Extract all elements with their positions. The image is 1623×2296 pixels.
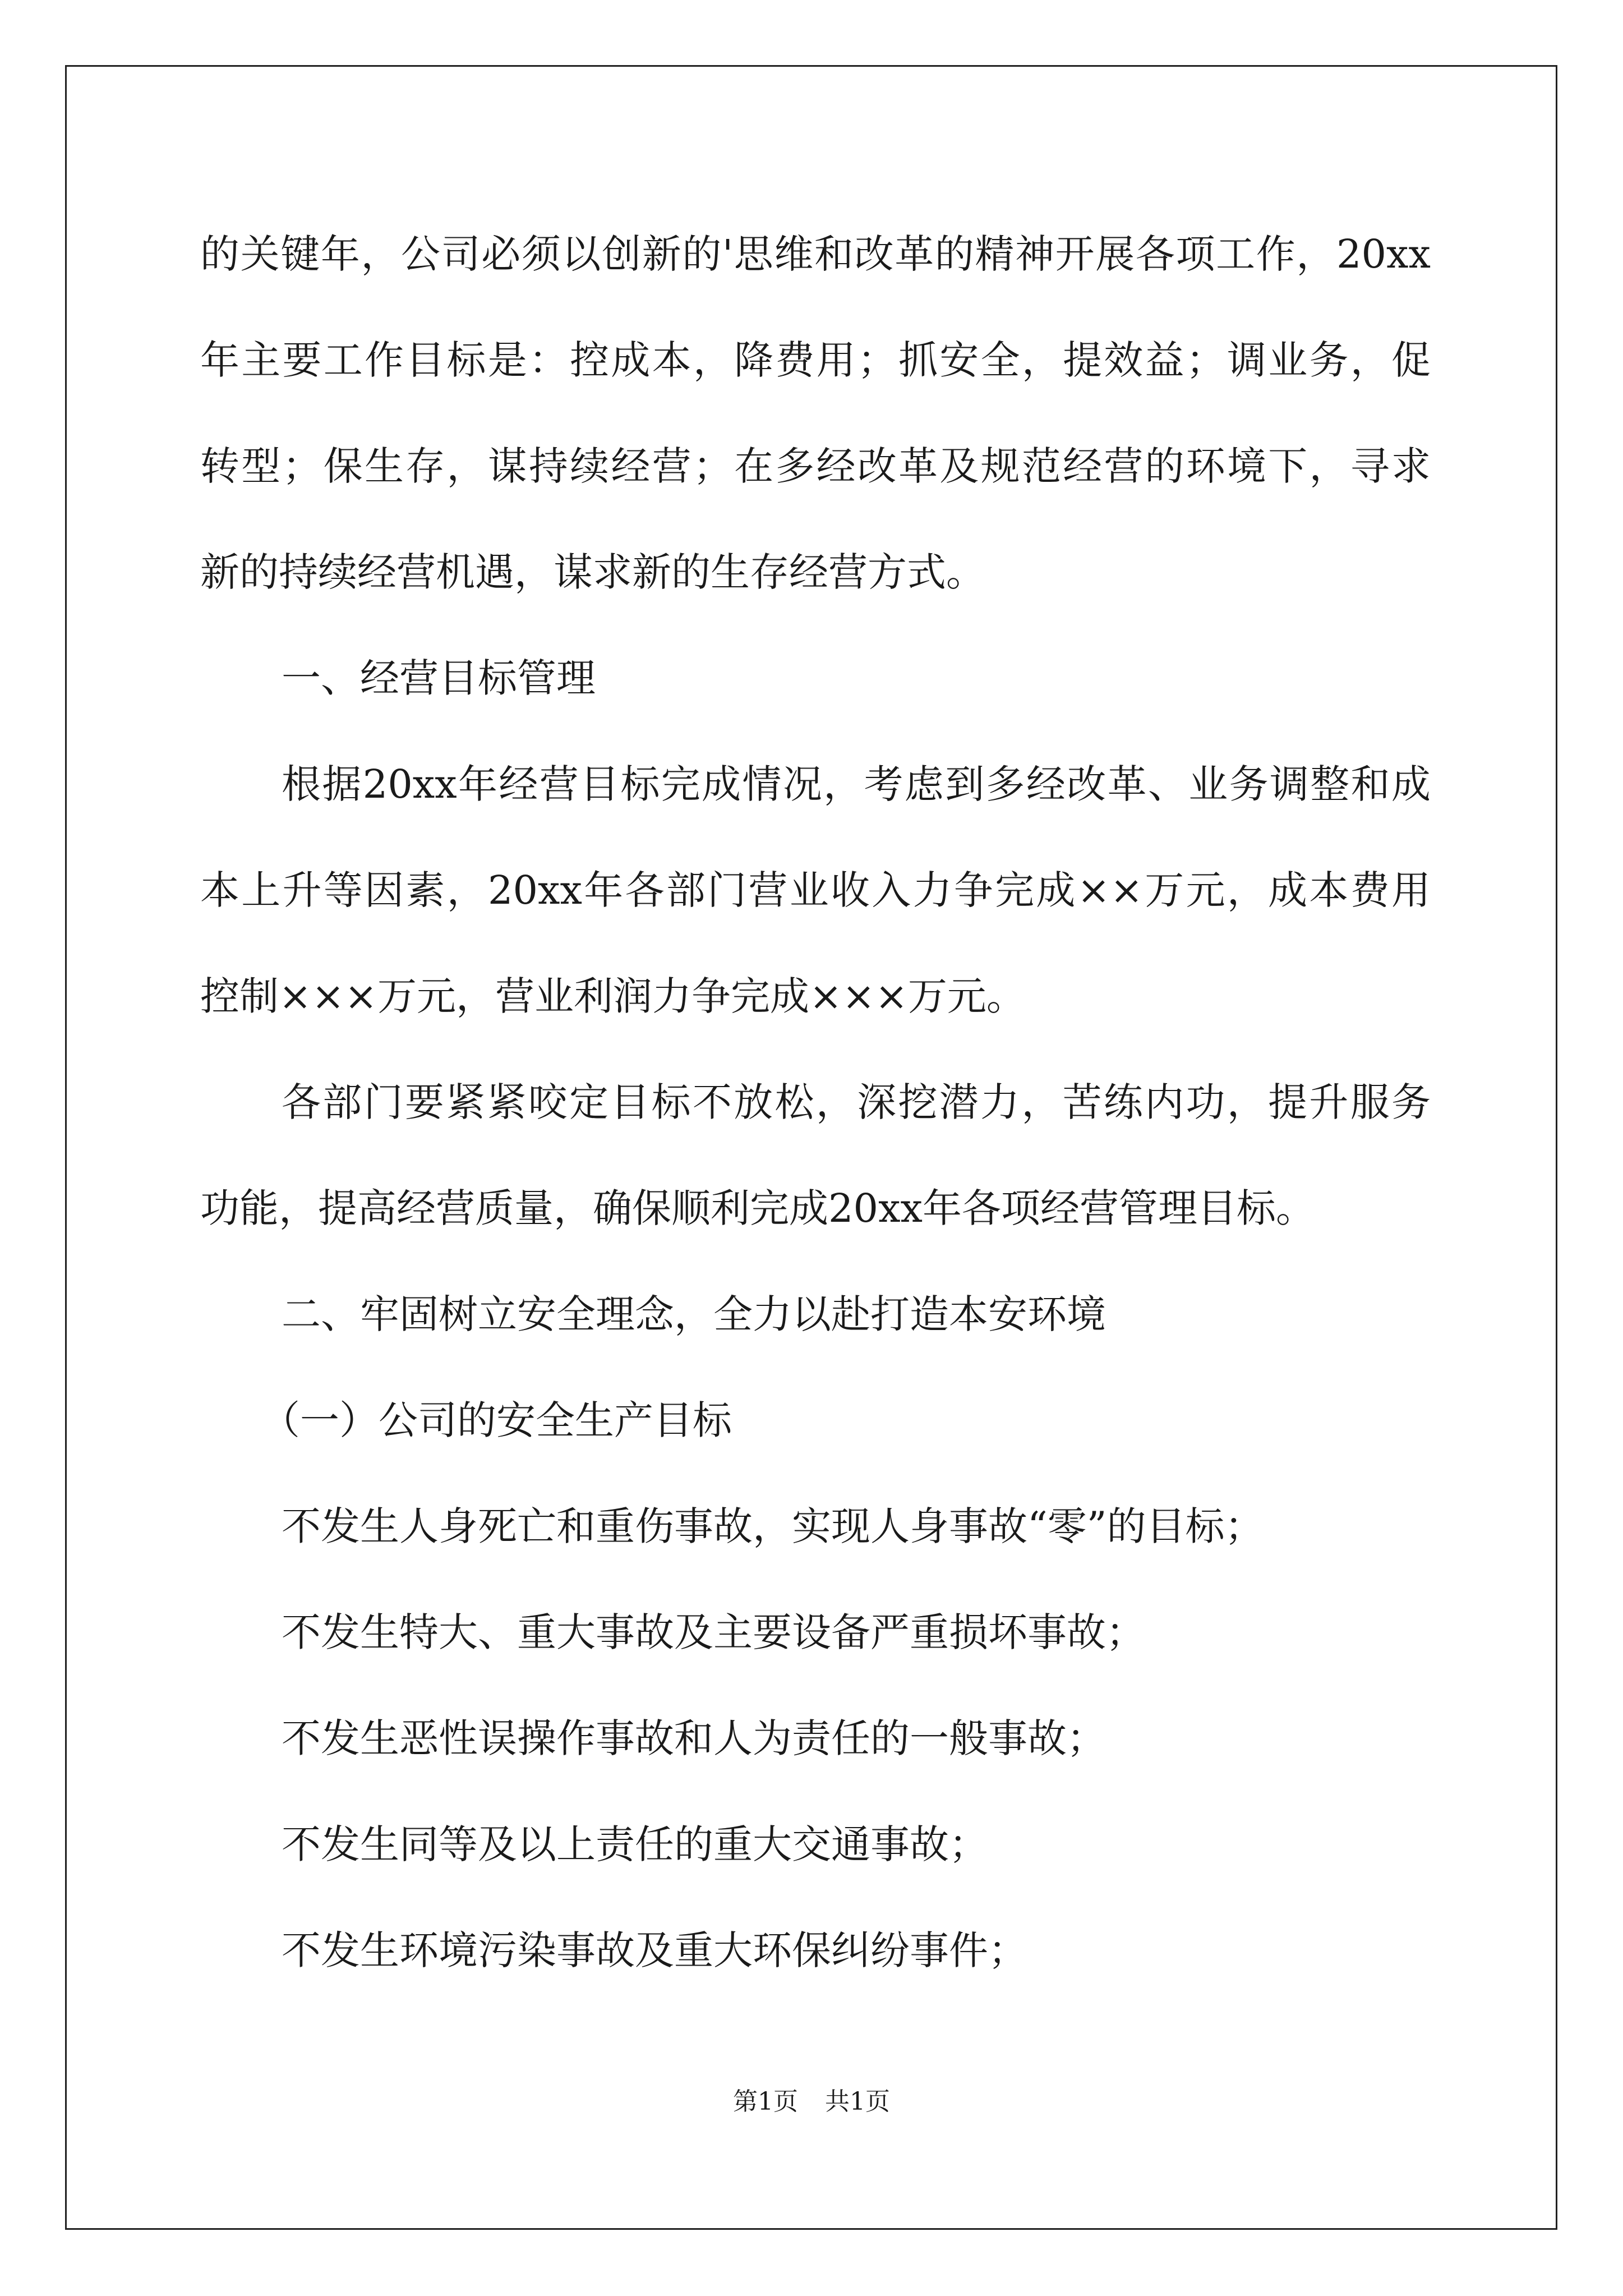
paragraph-line: 的关键年，公司必须以创新的'思维和改革的精神开展各项工作，20xx	[200, 231, 1431, 277]
list-item: 不发生同等及以上责任的重大交通事故；	[282, 1821, 988, 1867]
paragraph-line: 根据20xx年经营目标完成情况，考虑到多经改革、业务调整和成	[282, 761, 1431, 807]
list-item: 不发生环境污染事故及重大环保纠纷事件；	[282, 1927, 1027, 1973]
paragraph-line: 控制×××万元，营业利润力争完成×××万元。	[200, 973, 1026, 1019]
paragraph-line: 转型；保生存，谋持续经营；在多经改革及规范经营的环境下，寻求	[200, 443, 1431, 489]
paragraph-line: 年主要工作目标是：控成本，降费用；抓安全，提效益；调业务，促	[200, 337, 1431, 383]
section-heading: 一、经营目标管理	[282, 655, 596, 701]
section-heading: 二、牢固树立安全理念，全力以赴打造本安环境	[282, 1291, 1106, 1337]
page-number: 第1页	[733, 2087, 798, 2116]
page-footer	[0, 2085, 1623, 2119]
list-item: 不发生特大、重大事故及主要设备严重损坏事故；	[282, 1609, 1145, 1655]
list-item: 不发生恶性误操作事故和人为责任的一般事故；	[282, 1715, 1106, 1761]
paragraph-line: 功能，提高经营质量，确保顺利完成20xx年各项经营管理目标。	[200, 1185, 1316, 1231]
page-total: 共1页	[825, 2087, 890, 2116]
paragraph-line: 本上升等因素，20xx年各部门营业收入力争完成××万元，成本费用	[200, 867, 1431, 913]
paragraph-line: 新的持续经营机遇，谋求新的生存经营方式。	[200, 549, 985, 595]
paragraph-line: 各部门要紧紧咬定目标不放松，深挖潜力，苦练内功，提升服务	[282, 1079, 1431, 1125]
subsection-heading: （一）公司的安全生产目标	[261, 1397, 732, 1443]
document-body	[200, 220, 1434, 2023]
list-item: 不发生人身死亡和重伤事故，实现人身事故“零”的目标；	[282, 1503, 1264, 1549]
